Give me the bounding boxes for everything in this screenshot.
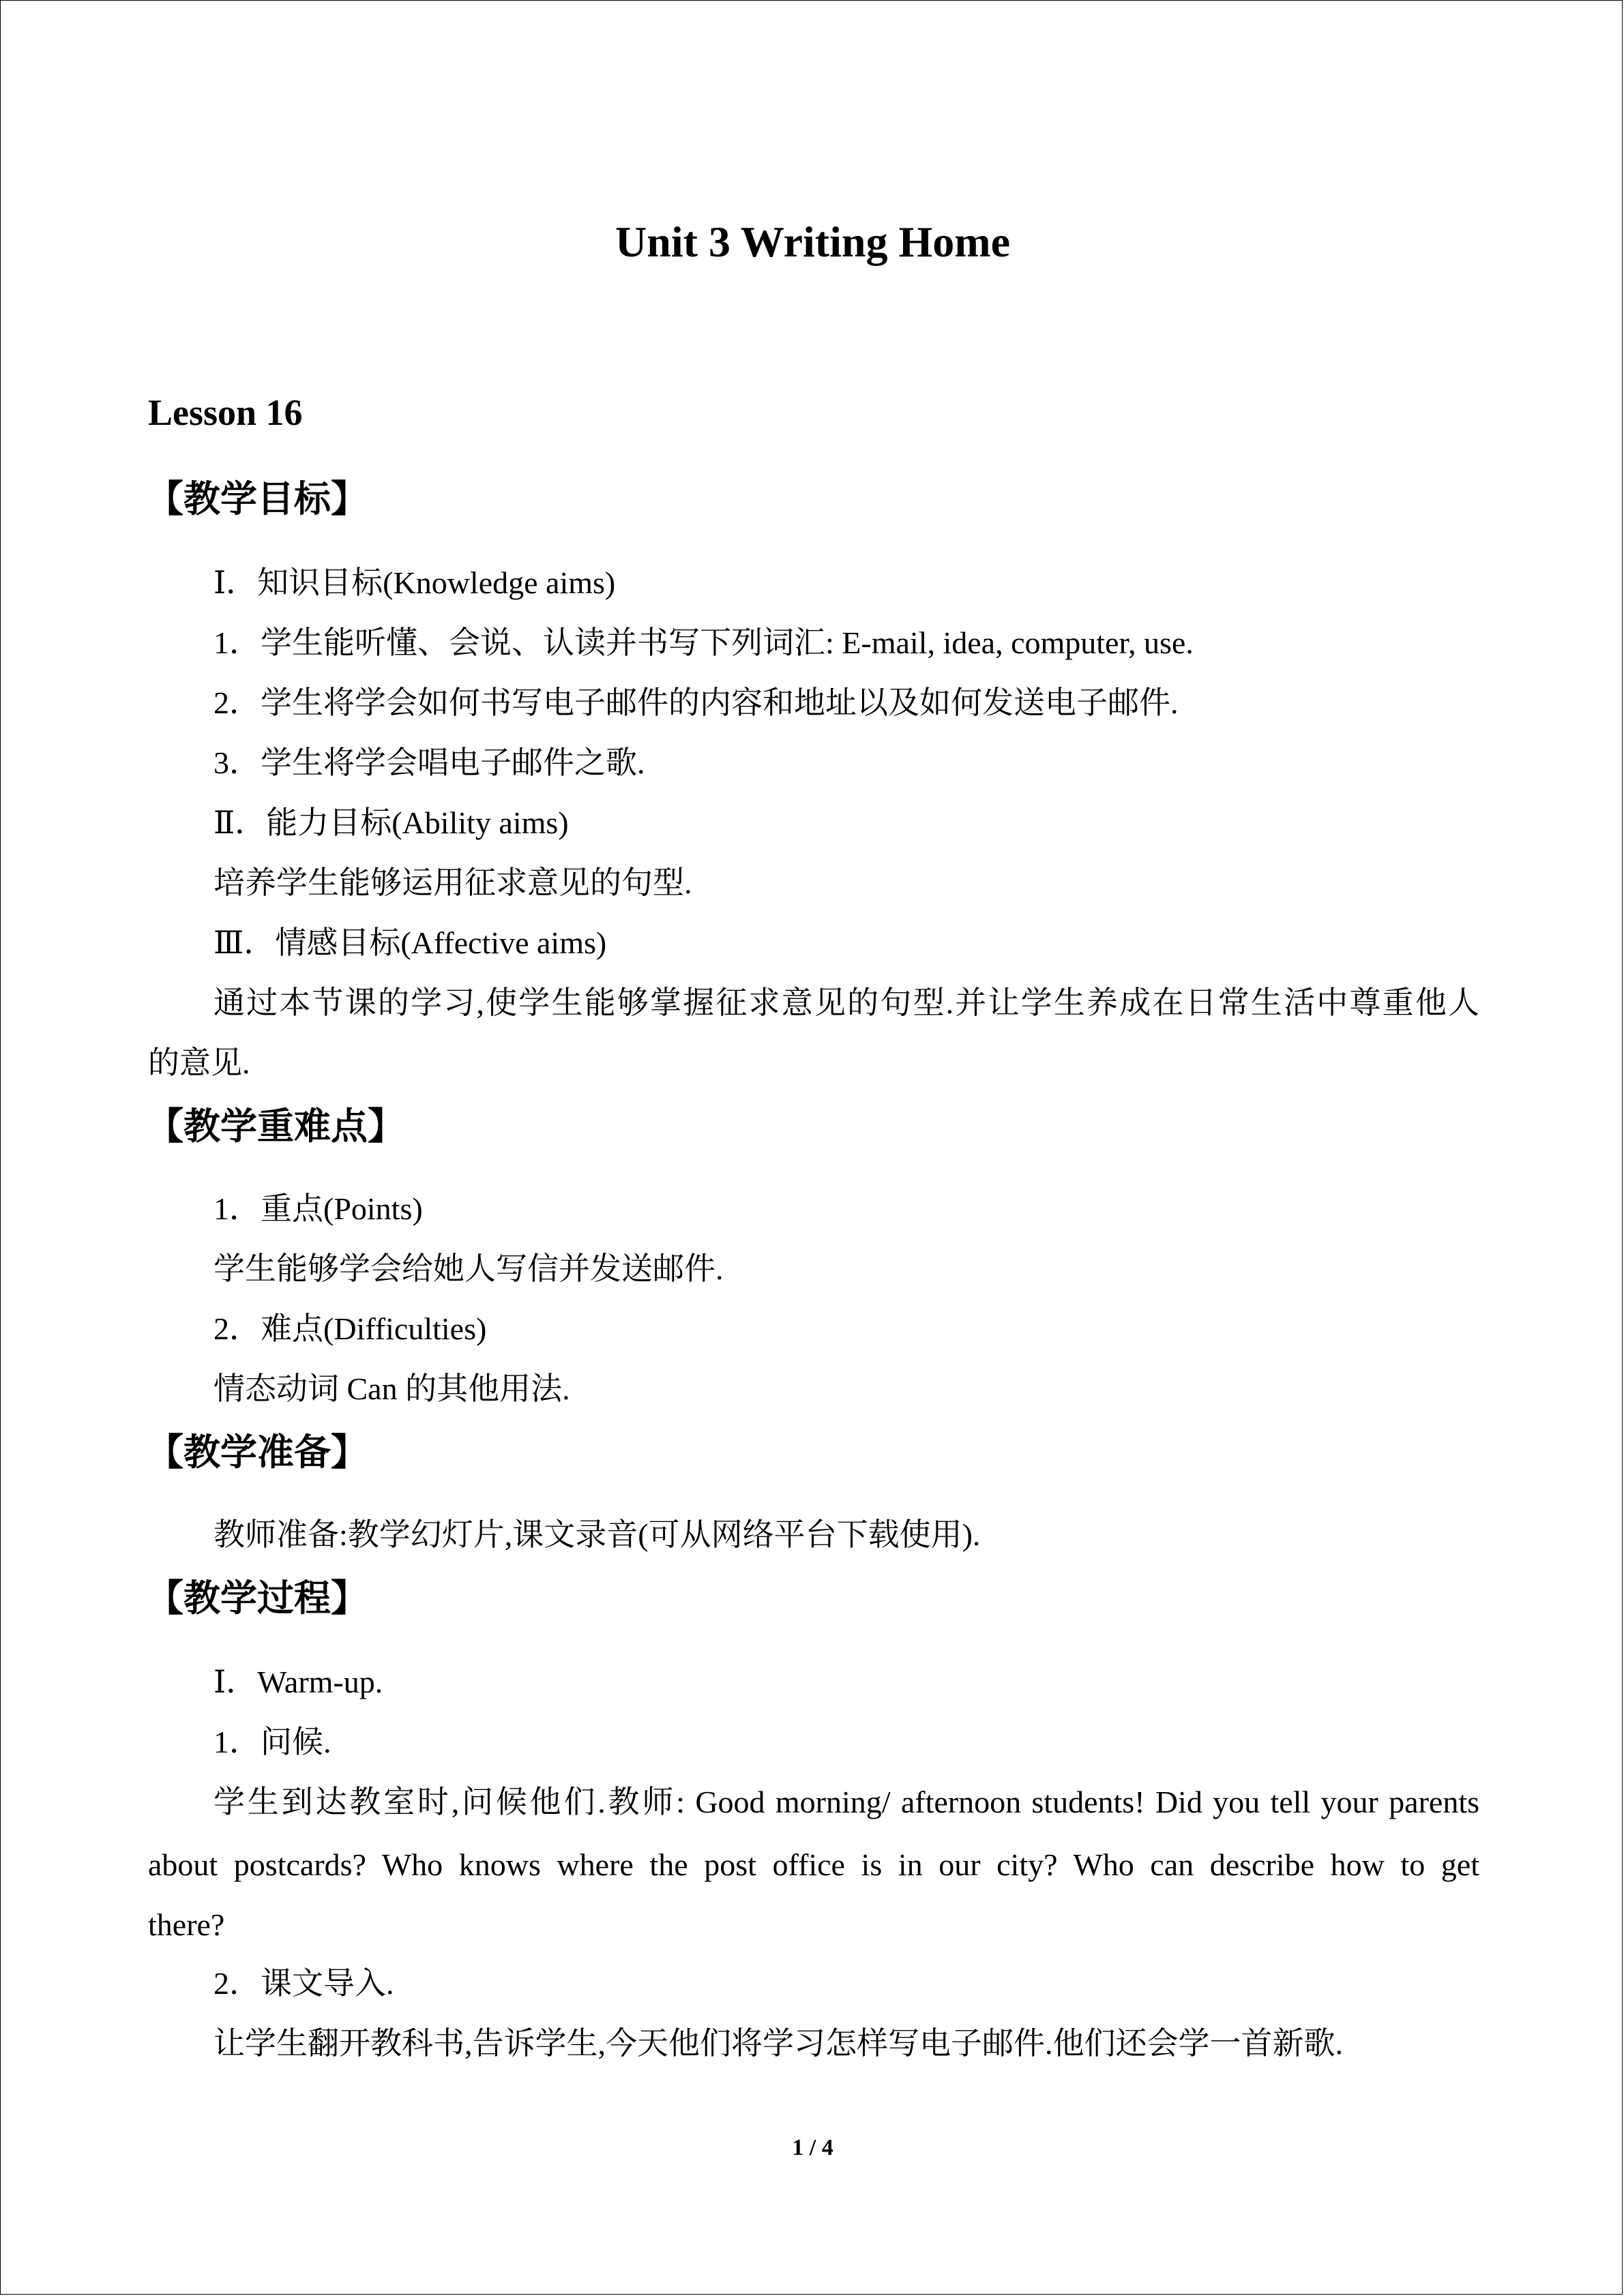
- objective-ability-text: 培养学生能够运用征求意见的句型.: [213, 865, 692, 900]
- process-step-1-title: 1．问候.: [213, 1725, 331, 1759]
- process-step-2-text: 让学生翻开教科书,告诉学生,今天他们将学习怎样写电子邮件.他们还会学一首新歌.: [213, 2026, 1343, 2061]
- lesson-heading: Lesson 16: [148, 392, 303, 433]
- document-title: Unit 3 Writing Home: [615, 218, 1010, 266]
- process-warmup-title: Ⅰ．Warm-up.: [213, 1665, 383, 1699]
- objective-affective-text-line-2: 的意见.: [148, 1045, 250, 1080]
- objective-affective-title: Ⅲ．情感目标(Affective aims): [213, 925, 607, 960]
- objective-item-2: 2．学生将学会如何书写电子邮件的内容和地址以及如何发送电子邮件.: [213, 685, 1179, 720]
- difficulties-title: 2．难点(Difficulties): [213, 1311, 487, 1346]
- key-points-title: 1．重点(Points): [213, 1191, 423, 1226]
- process-step-1-text-line-3: there?: [148, 1907, 225, 1942]
- section-heading-process: 【教学过程】: [147, 1577, 368, 1620]
- objective-knowledge-title: Ⅰ．知识目标(Knowledge aims): [213, 565, 616, 600]
- process-step-1-text-line-1: 学生到达教室时,问候他们.教师: Good morning/ afternoon students! Did you tell your parents: [213, 1785, 1479, 1819]
- process-step-1-text-line-2: about postcards? Who knows where the post office is in our city? Who can describe how to get: [148, 1847, 1479, 1882]
- objective-affective-text-line-1: 通过本节课的学习,使学生能够掌握征求意见的句型.并让学生养成在日常生活中尊重他人: [213, 985, 1479, 1020]
- section-heading-key-points: 【教学重难点】: [147, 1105, 404, 1148]
- difficulties-text: 情态动词 Can 的其他用法.: [213, 1371, 570, 1406]
- section-heading-preparation: 【教学准备】: [147, 1431, 368, 1474]
- section-heading-objectives: 【教学目标】: [147, 477, 368, 520]
- objective-item-1: 1．学生能听懂、会说、认读并书写下列词汇: E-mail, idea, computer, use.: [213, 625, 1194, 660]
- key-points-text: 学生能够学会给她人写信并发送邮件.: [213, 1251, 724, 1286]
- process-step-2-title: 2．课文导入.: [213, 1966, 394, 2001]
- objective-ability-title: Ⅱ．能力目标(Ability aims): [213, 805, 569, 840]
- page-indicator: 1 / 4: [792, 2135, 833, 2160]
- objective-item-3: 3．学生将学会唱电子邮件之歌.: [213, 745, 645, 780]
- preparation-text: 教师准备:教学幻灯片,课文录音(可从网络平台下载使用).: [213, 1517, 981, 1552]
